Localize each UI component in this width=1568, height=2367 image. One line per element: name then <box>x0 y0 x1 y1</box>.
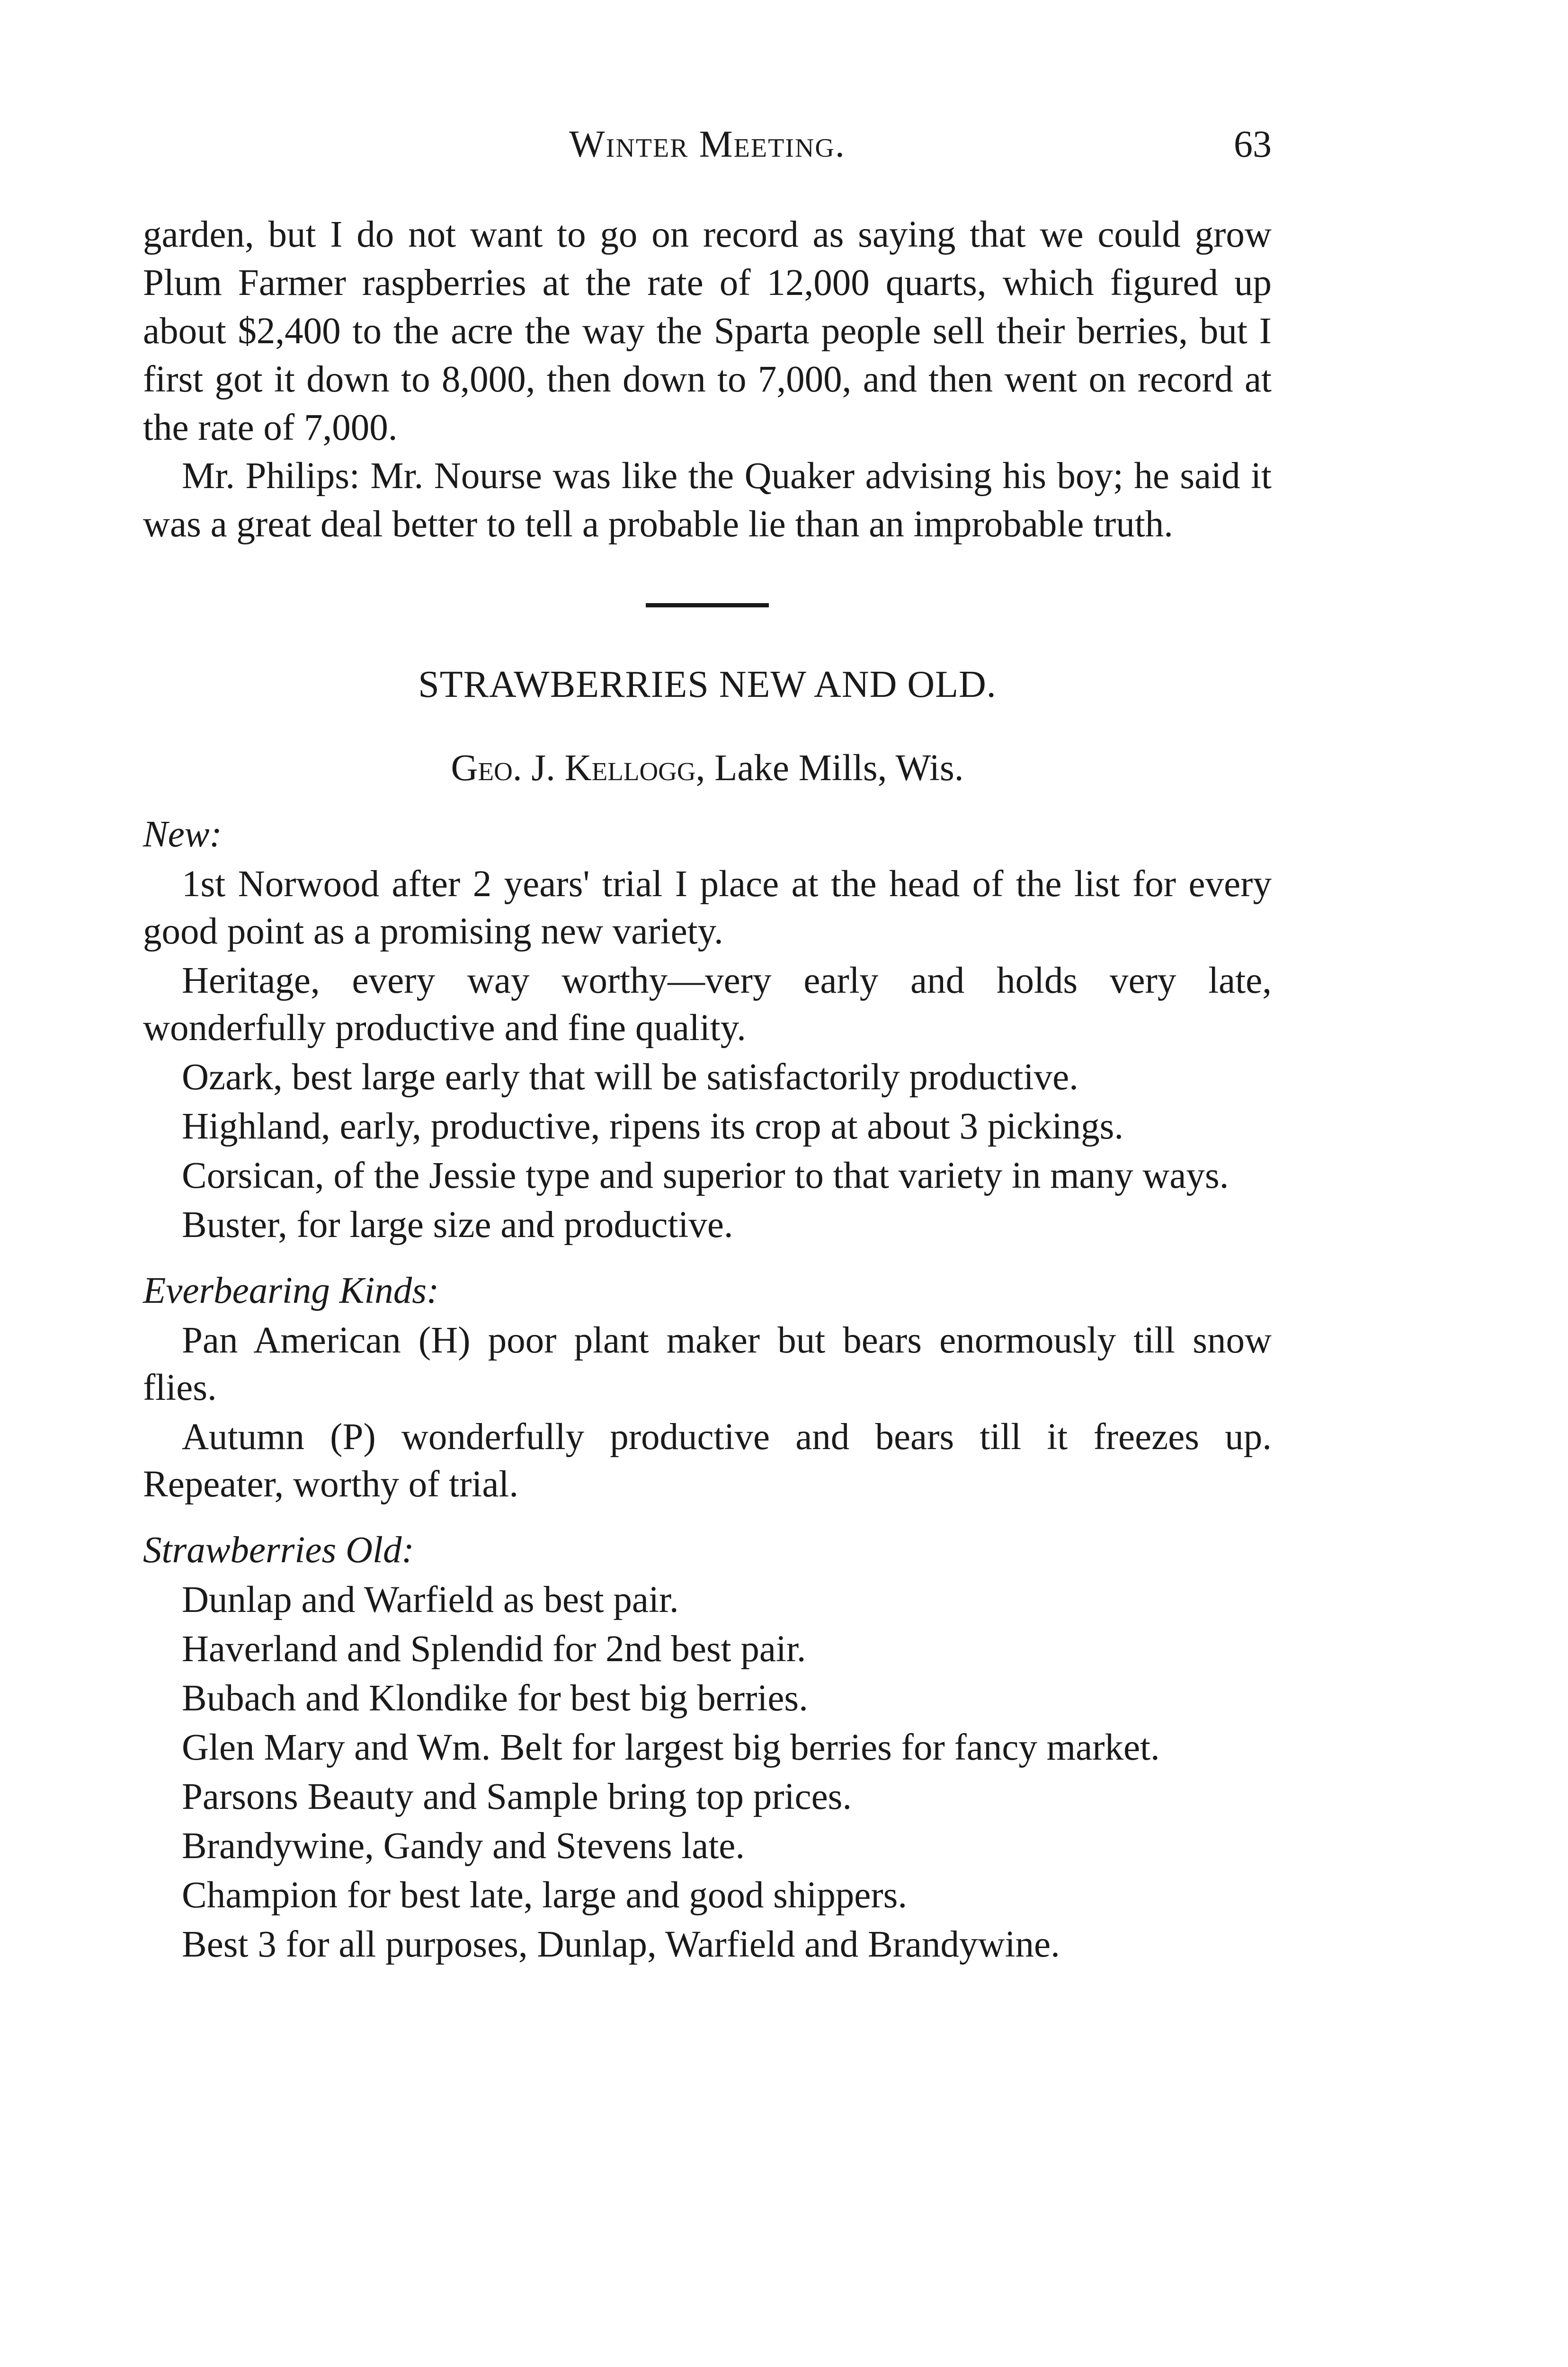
article-byline <box>143 744 1272 792</box>
intro-paragraph-1: garden, but I do not want to go on record as saying that we could grow Plum Farmer raspberries at the rate of 12,000 quarts, which figured up about $2,400 to the acre the way the Sparta people sell their berries, but I first got it down to 8,000, then down to 7,000, and then went on record at the rate of 7,000. <box>143 214 1272 448</box>
list-item: Highland, early, productive, ripens its crop at about 3 pickings. <box>182 1106 1124 1147</box>
list-item: Glen Mary and Wm. Belt for largest big berries for fancy market. <box>182 1727 1160 1768</box>
list-item: Pan American (H) poor plant maker but bears enormously till snow flies. <box>143 1320 1272 1408</box>
list-item: Parsons Beauty and Sample bring top prices. <box>182 1776 852 1817</box>
running-title: Winter Meeting. <box>569 124 846 165</box>
page-header <box>143 118 1272 170</box>
list-item: Heritage, every way worthy—very early and holds very late, wonderfully productive and fine quality. <box>143 960 1272 1049</box>
page-body <box>143 211 1272 1968</box>
list-item: Buster, for large size and productive. <box>182 1204 733 1246</box>
list-item: 1st Norwood after 2 years' trial I place at the head of the list for every good point as a promising new variety. <box>143 863 1272 952</box>
author-location: Lake Mills, Wis. <box>705 747 964 789</box>
list-item: Bubach and Klondike for best big berries. <box>182 1678 808 1719</box>
article-title: STRAWBERRIES NEW AND OLD. <box>418 664 997 705</box>
list-item: Best 3 for all purposes, Dunlap, Warfield and Brandywine. <box>182 1924 1060 1965</box>
section-heading-everbearing: Everbearing Kinds: <box>143 1270 439 1311</box>
list-item: Ozark, best large early that will be satisfactorily productive. <box>182 1057 1078 1098</box>
list-item: Brandywine, Gandy and Stevens late. <box>182 1825 745 1867</box>
page-number: 63 <box>1234 124 1272 165</box>
list-item: Champion for best late, large and good shippers. <box>182 1875 908 1916</box>
author-name: Geo. J. Kellogg, <box>451 747 705 789</box>
list-item: Autumn (P) wonderfully productive and bears till it freezes up. Repeater, worthy of trial. <box>143 1416 1272 1505</box>
section-heading-old: Strawberries Old: <box>143 1530 414 1571</box>
list-item: Dunlap and Warfield as best pair. <box>182 1579 679 1620</box>
intro-paragraph-2: Mr. Philips: Mr. Nourse was like the Quaker advising his boy; he said it was a great deal better to tell a probable lie than an improbable truth. <box>143 455 1272 545</box>
list-item: Corsican, of the Jessie type and superior to that variety in many ways. <box>182 1155 1229 1196</box>
list-item: Haverland and Splendid for 2nd best pair. <box>182 1628 806 1670</box>
section-heading-new: New: <box>143 814 222 855</box>
section-divider-rule <box>646 603 769 607</box>
